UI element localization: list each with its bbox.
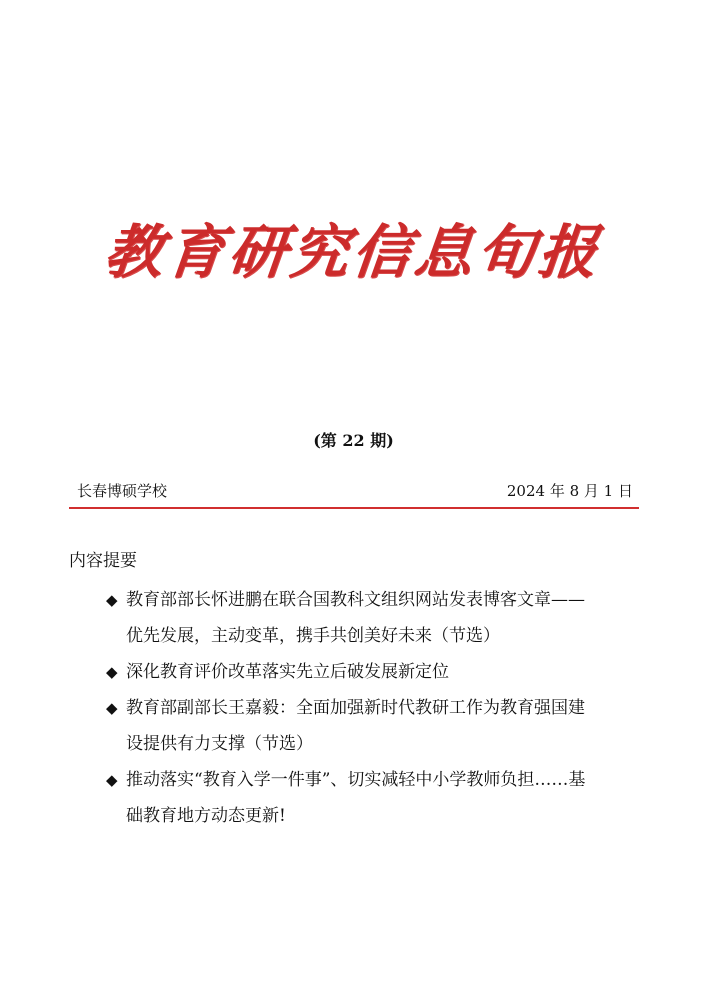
- diamond-bullet-icon: ◆: [106, 591, 118, 609]
- masthead: [0, 205, 707, 289]
- contents-item-line: 深化教育评价改革落实先立后破发展新定位: [126, 662, 449, 682]
- contents-item-line: 教育部部长怀进鹏在联合国教科文组织网站发表博客文章——: [126, 590, 585, 610]
- contents-item-line: 优先发展，主动变革，携手共创美好未来（节选）: [126, 626, 500, 646]
- issue-number: (第 22 期): [313, 431, 394, 450]
- diamond-bullet-icon: ◆: [106, 663, 118, 681]
- diamond-bullet-icon: ◆: [106, 699, 118, 717]
- contents-item: [106, 582, 646, 654]
- contents-item: [106, 762, 646, 834]
- contents-item-line: 础教育地方动态更新!: [126, 806, 286, 826]
- contents-item-line: 设提供有力支撑（节选）: [126, 734, 313, 754]
- contents-item: [106, 654, 646, 690]
- contents-title: 内容提要: [69, 551, 137, 571]
- school-name: 长春博硕学校: [77, 482, 168, 500]
- contents-item: [106, 690, 646, 762]
- diamond-bullet-icon: ◆: [106, 771, 118, 789]
- contents-list: [106, 582, 646, 834]
- header-divider: [69, 507, 639, 509]
- publication-date: 2024 年 8 月 1 日: [506, 482, 633, 500]
- contents-item-line: 教育部副部长王嘉毅：全面加强新时代教研工作为教育强国建: [126, 698, 585, 718]
- header-row: [77, 480, 633, 502]
- masthead-title: 教育研究信息旬报: [101, 218, 605, 286]
- contents-item-line: 推动落实“教育入学一件事”、切实减轻中小学教师负担……基: [126, 770, 586, 790]
